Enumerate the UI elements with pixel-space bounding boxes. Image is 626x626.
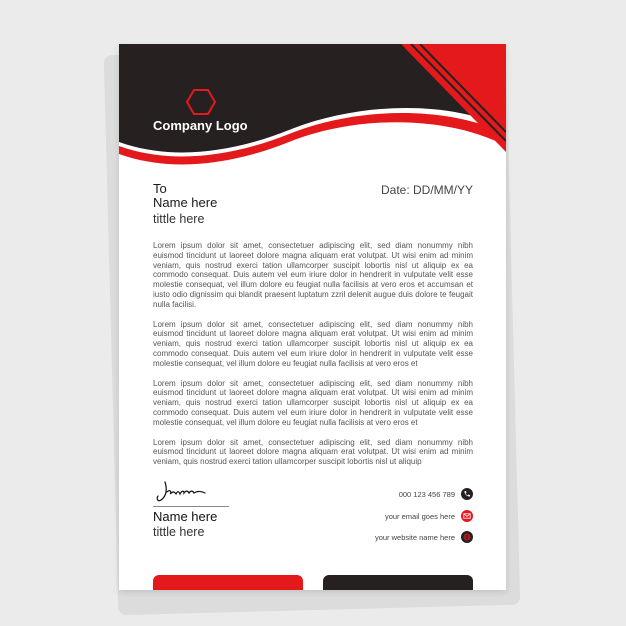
- recipient-name: Name here: [153, 195, 218, 210]
- recipient-title: tittle here: [153, 212, 205, 226]
- company-logo-text: Company Logo: [153, 118, 248, 133]
- contact-website: [375, 530, 473, 544]
- globe-icon: [461, 531, 473, 543]
- email-address: your email goes here: [384, 511, 455, 521]
- envelope-icon: [461, 510, 473, 522]
- date-field: Date: DD/MM/YY: [380, 183, 473, 197]
- website-address: your website name here: [374, 532, 455, 542]
- to-label: To: [153, 181, 167, 196]
- body-paragraph: Lorem ipsum dolor sit amet, consectetuer adipiscing elit, sed diam nonummy nibh euismod tincidunt ut laoreet dolore magna aliquam erat volutpat. Ut wisi enim ad minim veniam, quis nostrud exerci tation ullamcorper suscipit lobortis nisl ut aliquip: [153, 437, 473, 467]
- contact-email: [385, 509, 473, 523]
- footer-bar-red: [153, 575, 303, 590]
- signature-line: [153, 506, 229, 507]
- phone-number: 000 123 456 789: [398, 489, 455, 499]
- letter-body: [153, 241, 473, 477]
- signature-graphic: [155, 478, 215, 504]
- body-paragraph: Lorem ipsum dolor sit amet, consectetuer adipiscing elit, sed diam nonummy nibh euismod tincidunt ut laoreet dolore magna aliquam erat volutpat. Ut wisi enim ad minim veniam, quis nostrud exerci tation ullamcorper suscipit lobortis nisl ut aliquip ex ea commodo consequat. Duis autem vel eum iriure dolor in hendrerit in vulputate velit esse molestie consequat, vel illum dolore eu feugiat nulla facilisis at vero eros et: [153, 319, 473, 368]
- footer-bar-dark: [323, 575, 473, 590]
- body-paragraph: Lorem ipsum dolor sit amet, consectetuer adipiscing elit, sed diam nonummy nibh euismod tincidunt ut laoreet dolore magna aliquam erat volutpat. Ut wisi enim ad minim veniam, quis nostrud exerci tation ullamcorper suscipit lobortis nisl ut aliquip ex ea commodo consequat. Duis autem vel eum iriure dolor in hendrerit in vulputate velit esse molestie consequat, vel illum dolore eu feugiat nulla facilisis at vero eros et: [153, 378, 473, 427]
- body-paragraph: Lorem ipsum dolor sit amet, consectetuer adipiscing elit, sed diam nonummy nibh euismod tincidunt ut laoreet dolore magna aliquam erat volutpat. Ut wisi enim ad minim veniam, quis nostrud exerci tation ullamcorper suscipit lobortis nisl ut aliquip ex ea commodo consequat. Duis autem vel eum iriure dolor in hendrerit in vulputate velit esse molestie consequat, vel illum dolore eu feugiat nulla facilisis at vero eros et accumsan et iusto odio dignissim qui blandit praesent luptatum zzril delenit augue duis dolore te feugait nulla facilisi.: [153, 241, 473, 309]
- signatory-block: [153, 510, 217, 540]
- signatory-name: Name here: [153, 509, 218, 524]
- letterhead-page: [119, 44, 506, 590]
- recipient-block: [153, 182, 217, 227]
- phone-icon: [461, 488, 473, 500]
- contact-phone: [399, 487, 473, 501]
- signatory-title: tittle here: [153, 525, 205, 539]
